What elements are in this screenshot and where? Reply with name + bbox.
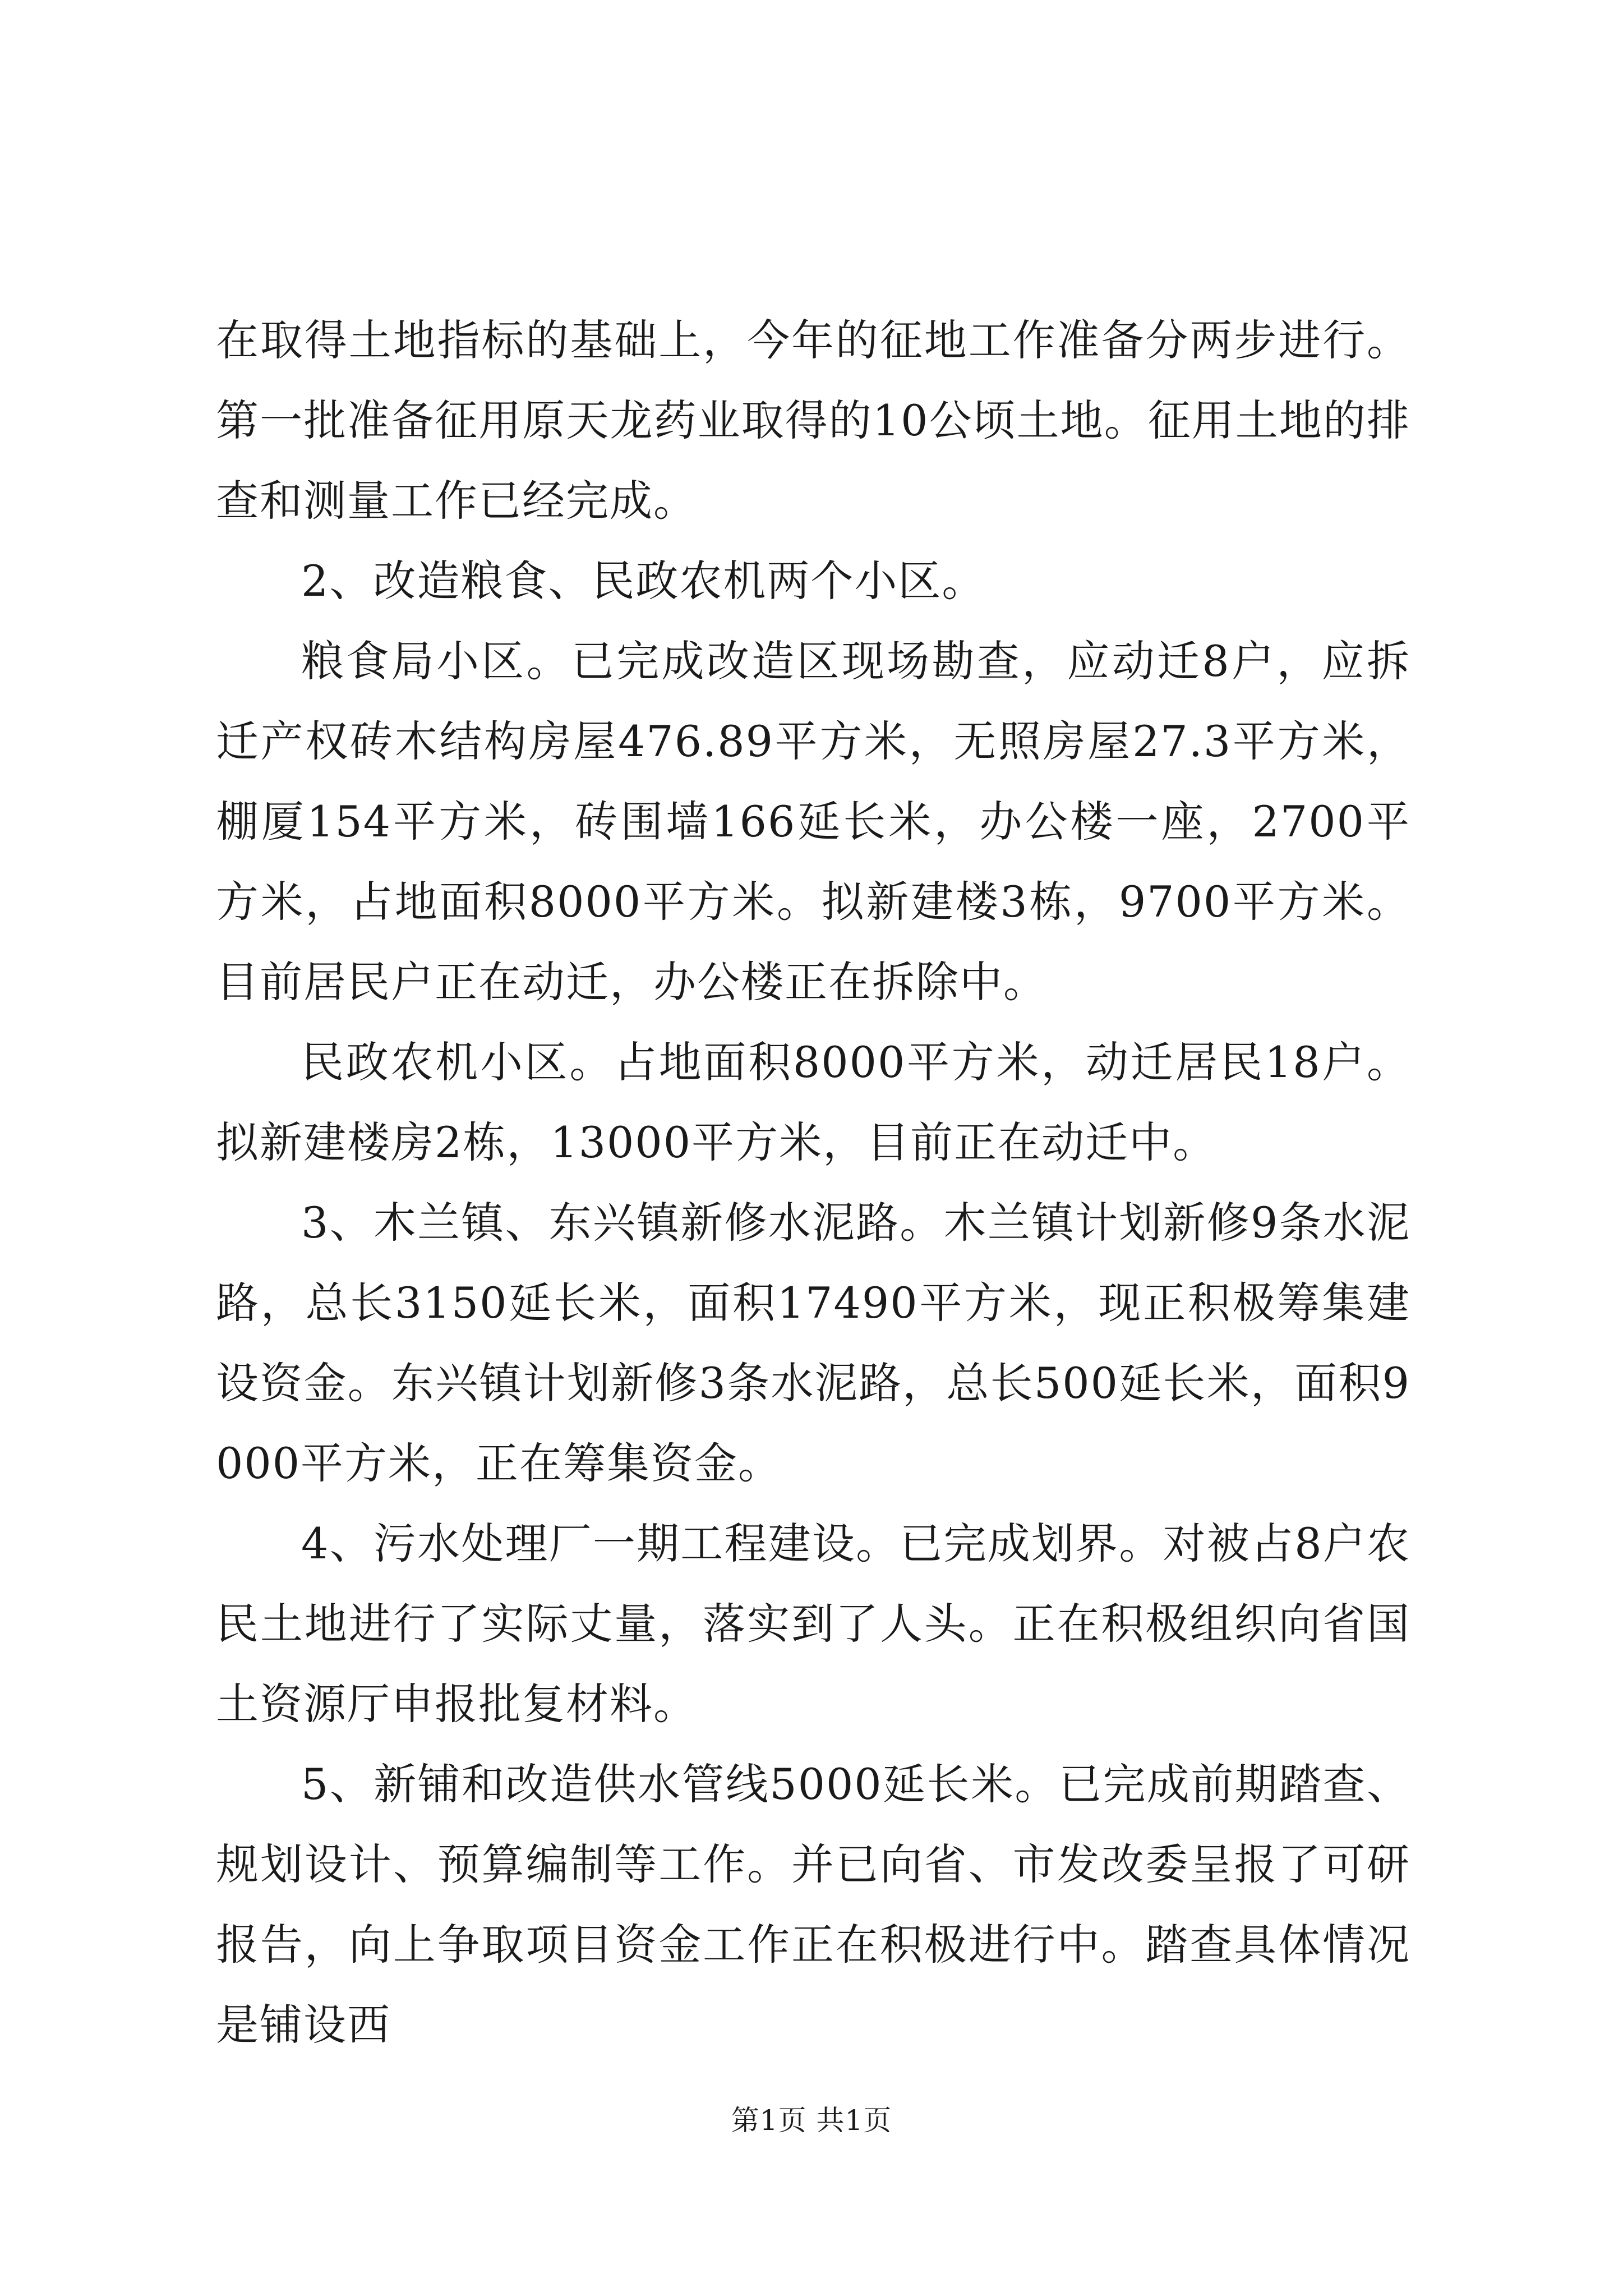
paragraph-item-2-heading: 2、改造粮食、民政农机两个小区。 [301, 556, 986, 606]
paragraph-land-acquisition: 在取得土地指标的基础上，今年的征地工作准备分两步进行。第一批准备征用原天龙药业取得的10公顷土地。征用土地的排查和测量工作已经完成。 [216, 315, 1410, 526]
paragraph-grain-bureau-district: 粮食局小区。已完成改造区现场勘查，应动迁8户，应拆迁产权砖木结构房屋476.89平方米，无照房屋27.3平方米，棚厦154平方米，砖围墙166延长米，办公楼一座，2700平方米，占地面积8000平方米。拟新建楼3栋，9700平方米。目前居民户正在动迁，办公楼正在拆除中。 [216, 636, 1410, 1007]
paragraph-item-5-water-pipeline: 5、新铺和改造供水管线5000延长米。已完成前期踏查、规划设计、预算编制等工作。并已向省、市发改委呈报了可研报告，向上争取项目资金工作正在积极进行中。踏查具体情况是铺设西 [216, 1759, 1410, 2050]
paragraph-item-3-cement-roads: 3、木兰镇、东兴镇新修水泥路。木兰镇计划新修9条水泥路，总长3150延长米，面积17490平方米，现正积极筹集建设资金。东兴镇计划新修3条水泥路，总长500延长米，面积9000平方米，正在筹集资金。 [216, 1198, 1410, 1488]
paragraph-item-4-sewage-plant: 4、污水处理厂一期工程建设。已完成划界。对被占8户农民土地进行了实际丈量，落实到了人头。正在积极组织向省国土资源厅申报批复材料。 [216, 1519, 1410, 1729]
paragraph-civil-affairs-district: 民政农机小区。占地面积8000平方米，动迁居民18户。拟新建楼房2栋，13000平方米，目前正在动迁中。 [216, 1037, 1410, 1167]
document-body [216, 300, 1410, 2065]
page-number-footer: 第1页 共1页 [731, 2104, 892, 2137]
